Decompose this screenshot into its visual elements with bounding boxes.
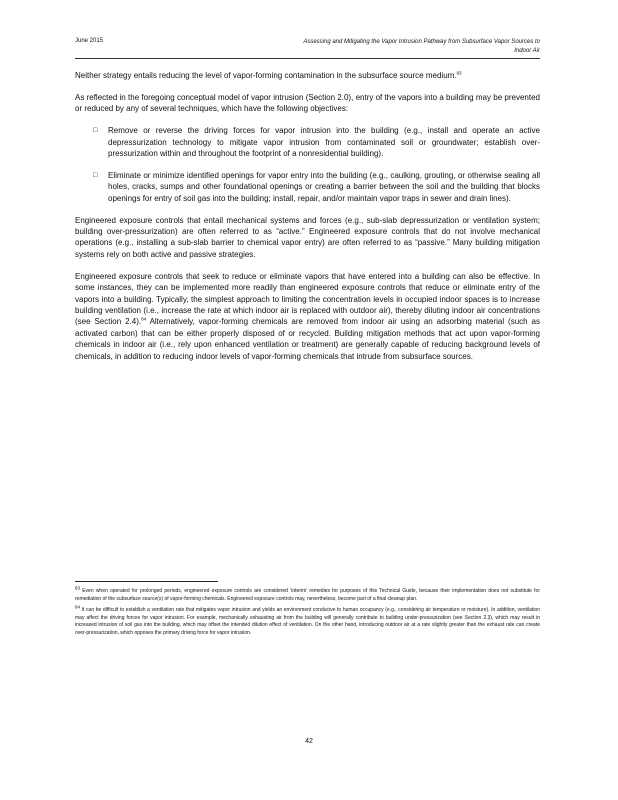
checkbox-bullet-icon: □	[93, 127, 98, 135]
list-item: □ Remove or reverse the driving forces for vapor intrusion into the building (e.g., install and operate an active depressurization technology to mitigate vapor intrusion from contaminated soil or groundwater; establish over-pressurization within and throughout the footprint of a nonresidential building).	[93, 126, 540, 159]
footnotes	[75, 585, 540, 642]
checkbox-bullet-icon: □	[93, 171, 98, 179]
paragraph-3: Engineered exposure controls that entail mechanical systems and forces (e.g., sub-slab depressurization or ventilation system; building over-pressurization) are often referred to as “active.” Engineered exposure controls that do not involve mechanical operations (e.g., installing a sub-slab barrier to chemical vapor entry) are often referred to as “passive.” Many building mitigation systems rely on both active and passive strategies.	[75, 215, 540, 259]
header-date: June 2015	[75, 38, 104, 44]
list-item: □ Eliminate or minimize identified openings for vapor entry into the building (e.g., caulking, grouting, or otherwise sealing all holes, cracks, sumps and other foundational openings or creating a barrier between the soil and the building that blocks openings for entry of soil gas into the building; install, repair, and/or maintain vapor traps in sewer and drain lines).	[93, 170, 540, 203]
footnote: $^{84}$ It can be difficult to establish a ventilation rate that mitigates vapor intrusion and yields an environment conducive to human occupancy (e.g., considering air temperature or moisture). In addition, ventilation may affect the driving forces for vapor intrusion. For example, mechanically exhausting air from the building will generally contribute to building under-pressurization (see Section 2.3), which may result in increased intrusion of soil gas into the building, which may offset the intended dilution effect of ventilation. On the other hand, introducing outdoor air at a rate slightly greater than the exhaust rate can create over-pressurization, which opposes the primary driving force for vapor intrusion.	[75, 604, 540, 636]
paragraph-4: Engineered exposure controls that seek to reduce or eliminate vapors that have entered into a building can also be effective. In some instances, they can be implemented more readily than engineered exposure controls that reduce or eliminate entry of the vapors into a building. Typically, the simplest approach to limiting the concentration levels in occupied indoor spaces is to increase building ventilation (i.e., increase the rate at which indoor air is replaced with outdoor air), thereby diluting indoor air concentrations (see Section 2.4).$^{84}$ Alternatively, vapor-forming chemicals are removed from indoor air using an adsorbing material (such as activated carbon) that can be either properly disposed of or recycled. Building mitigation methods that act upon vapor-forming chemicals in indoor air (i.e., rely upon enhanced ventilation or treatment) are generally capable of reducing background levels of chemicals, in addition to reducing indoor levels of vapor-forming chemicals that intrude from subsurface sources.	[75, 271, 540, 361]
footnote-number: 84	[75, 604, 81, 610]
paragraph-2: As reflected in the foregoing conceptual model of vapor intrusion (Section 2.0), entry of the vapors into a building may be prevented or reduced by any of several techniques, which have the following objectives:	[75, 92, 540, 114]
header-title: Assessing and Mitigating the Vapor Intrusion Pathway from Subsurface Vapor Sources to Indoor Air	[303, 39, 540, 54]
footnote-ref-83: 83	[456, 70, 462, 76]
paragraph-1: Neither strategy entails reducing the level of vapor-forming contamination in the subsurface source medium.$^{83}$	[75, 70, 462, 80]
header-rule	[75, 58, 540, 59]
footnote-ref-84: 84	[141, 316, 147, 322]
page-number: 42	[305, 738, 313, 745]
footnote: $^{83}$ Even when operated for prolonged periods, engineered exposure controls are considered ‘interim’ remedies for purposes of this Technical Guide, because their implementation does not substitute for remediation of the subsurface source(s) of vapor-forming chemicals. Engineered exposure controls may, nevertheless, become part of a final cleanup plan.	[75, 585, 540, 602]
footnote-number: 83	[75, 585, 81, 591]
footnote-rule	[75, 581, 218, 582]
objectives-list	[75, 125, 540, 204]
body-text	[75, 70, 540, 373]
